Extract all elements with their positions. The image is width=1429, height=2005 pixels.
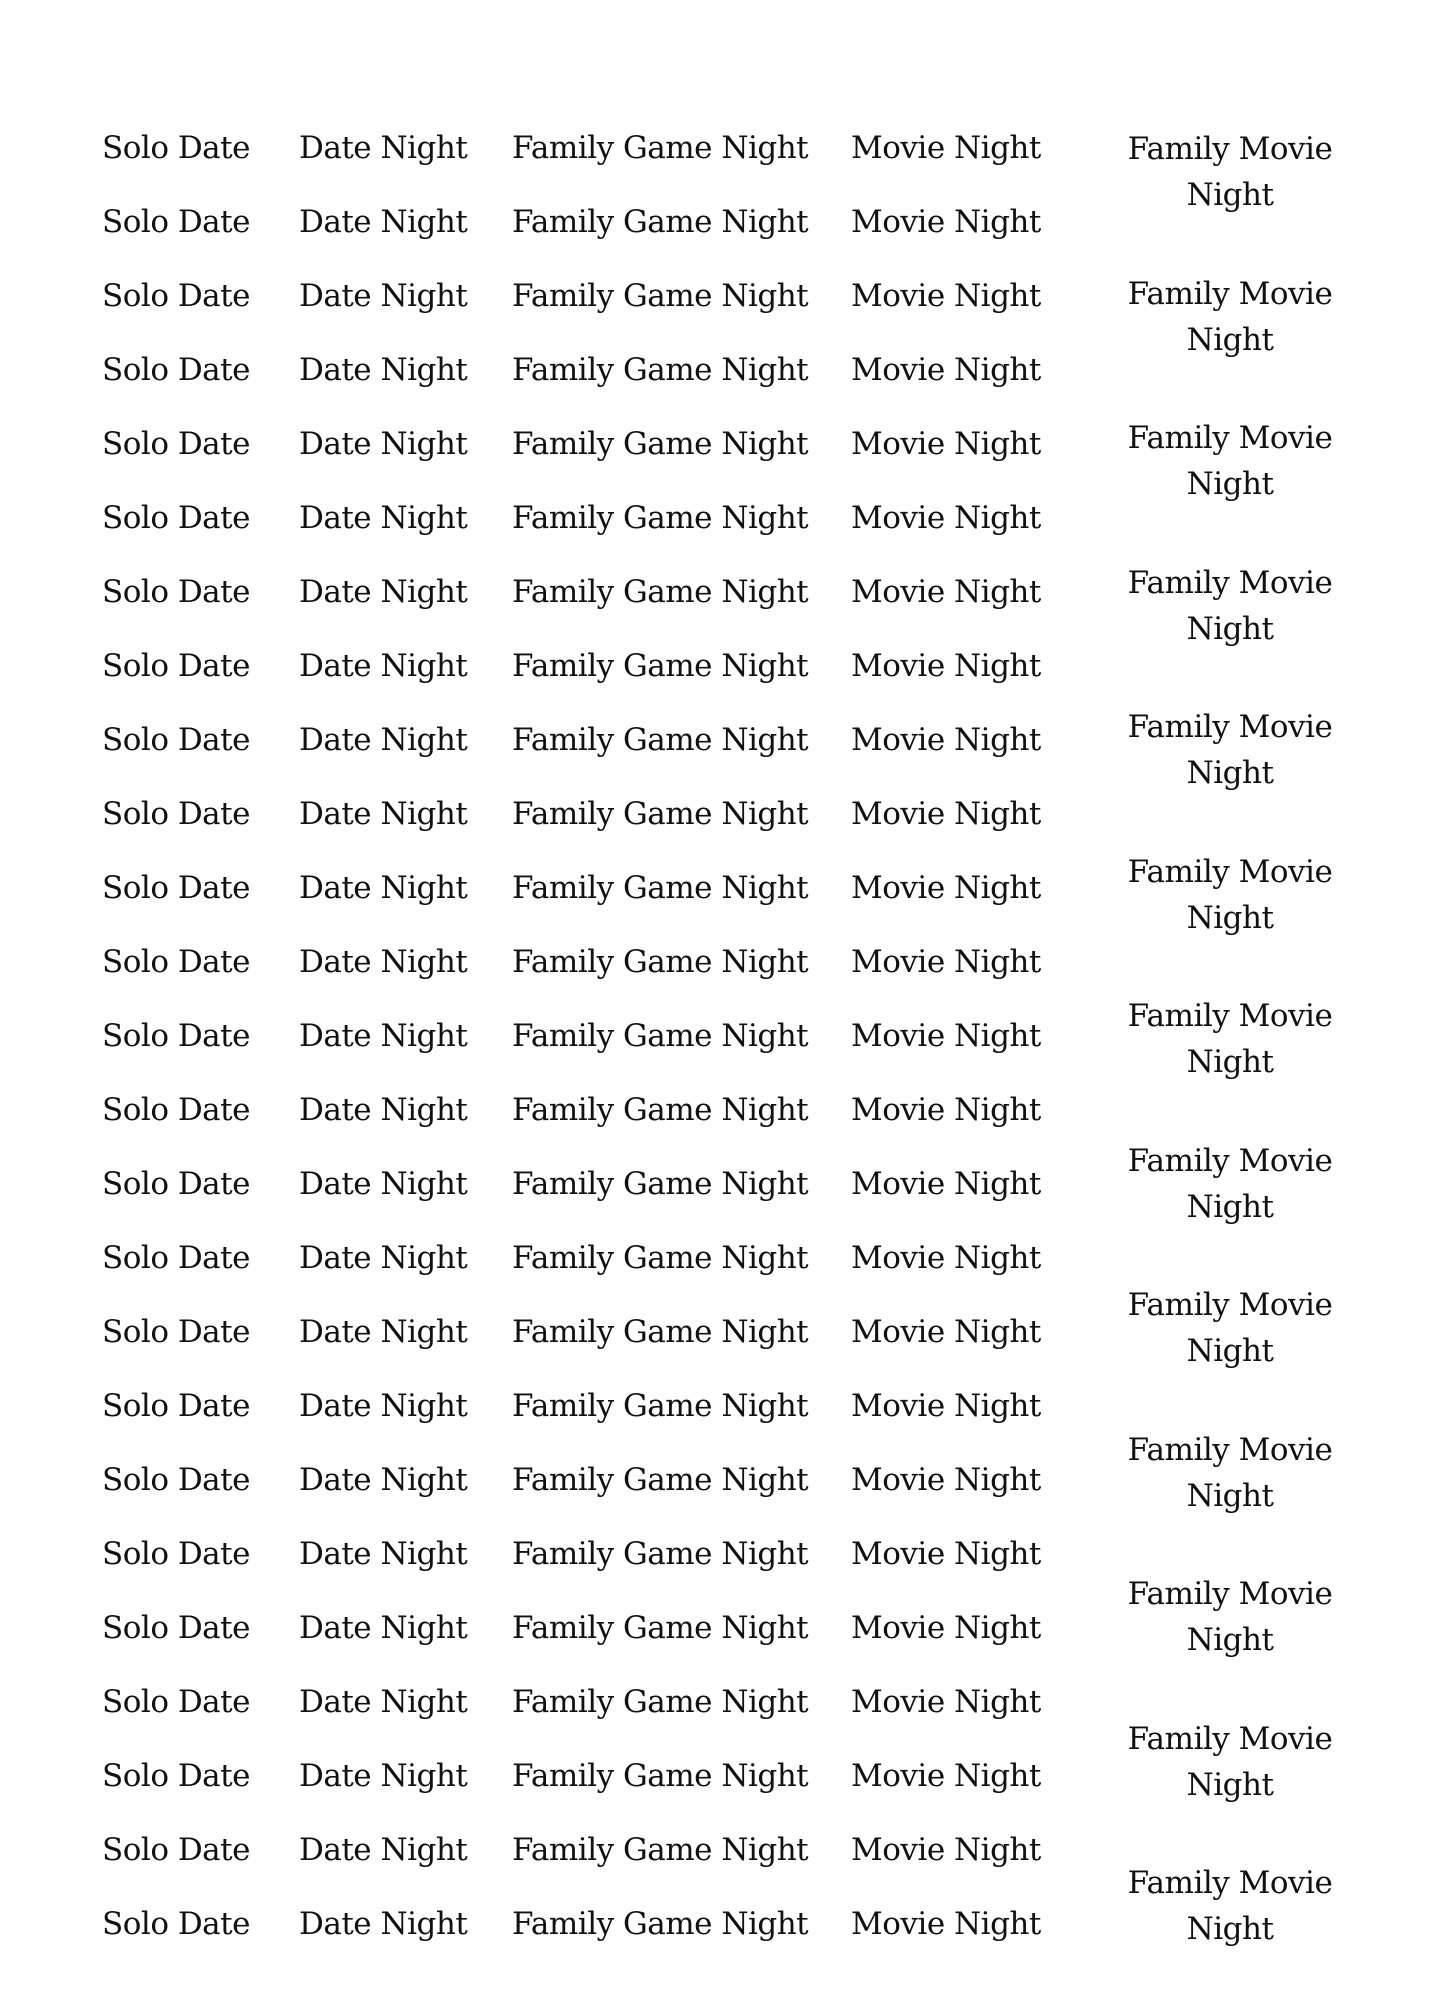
sticker-label: Date Night bbox=[299, 130, 468, 166]
sticker-label: Family Movie Night bbox=[1127, 1287, 1333, 1369]
sticker-label: Family Game Night bbox=[512, 574, 809, 610]
sticker-label: Family Game Night bbox=[512, 1832, 809, 1868]
sticker-label: Family Movie Night bbox=[1127, 853, 1333, 936]
sticker-label: Date Night bbox=[299, 1462, 468, 1498]
sticker-label: Movie Night bbox=[851, 870, 1041, 906]
sticker-label: Family Game Night bbox=[512, 1388, 809, 1424]
sticker-label: Family Game Night bbox=[512, 278, 809, 314]
sticker-label: Movie Night bbox=[851, 1166, 1041, 1202]
sticker-label: Movie Night bbox=[851, 1314, 1041, 1350]
sticker-label: Solo Date bbox=[102, 1314, 250, 1350]
sticker-label: Family Game Night bbox=[512, 1462, 809, 1498]
sticker-label: Date Night bbox=[299, 426, 468, 462]
sticker-label: Solo Date bbox=[102, 870, 250, 906]
sticker-label: Date Night bbox=[299, 1388, 468, 1424]
sticker-label: Date Night bbox=[299, 1758, 468, 1794]
sticker-label: Solo Date bbox=[102, 1092, 250, 1128]
sticker-label: Family Game Night bbox=[512, 426, 809, 462]
sticker-label: Solo Date bbox=[102, 352, 250, 388]
sticker-label: Family Game Night bbox=[512, 870, 809, 906]
sticker-label: Family Game Night bbox=[512, 500, 809, 536]
sticker-label: Solo Date bbox=[102, 130, 250, 166]
sticker-label: Family Movie Night bbox=[1127, 131, 1333, 213]
sticker-label: Family Movie Night bbox=[1127, 564, 1333, 647]
sticker-label: Family Game Night bbox=[512, 648, 809, 684]
sticker-label: Family Game Night bbox=[512, 1018, 809, 1054]
sticker-label: Date Night bbox=[299, 1906, 468, 1942]
sticker-label: Solo Date bbox=[102, 944, 250, 980]
sticker-label: Solo Date bbox=[102, 722, 250, 758]
sticker-label: Family Movie Night bbox=[1127, 1865, 1333, 1947]
sticker-label: Family Game Night bbox=[512, 352, 809, 388]
sticker-label: Movie Night bbox=[851, 130, 1041, 166]
sticker-label: Solo Date bbox=[102, 1018, 250, 1054]
sticker-label: Date Night bbox=[299, 1018, 468, 1054]
sticker-label: Family Game Night bbox=[512, 1906, 809, 1942]
sticker-label: Movie Night bbox=[851, 352, 1041, 388]
sticker-label: Movie Night bbox=[851, 1388, 1041, 1424]
sticker-label: Family Movie Night bbox=[1127, 1431, 1333, 1514]
sticker-label: Family Movie Night bbox=[1127, 275, 1333, 358]
sticker-label: Family Movie Night bbox=[1127, 1720, 1333, 1803]
sticker-label: Date Night bbox=[299, 1610, 468, 1646]
sticker-label: Date Night bbox=[299, 352, 468, 388]
sticker-label: Date Night bbox=[299, 1240, 468, 1276]
sticker-label: Date Night bbox=[299, 1536, 468, 1572]
sticker-label: Family Game Night bbox=[512, 722, 809, 758]
sticker-label: Solo Date bbox=[102, 574, 250, 610]
sticker-label: Movie Night bbox=[851, 278, 1041, 314]
sticker-label: Movie Night bbox=[851, 1536, 1041, 1572]
sticker-label: Movie Night bbox=[851, 1906, 1041, 1942]
sticker-label: Movie Night bbox=[851, 1462, 1041, 1498]
sticker-label: Date Night bbox=[299, 722, 468, 758]
sticker-label: Movie Night bbox=[851, 1610, 1041, 1646]
sticker-label: Movie Night bbox=[851, 1684, 1041, 1720]
sticker-label: Solo Date bbox=[102, 1536, 250, 1572]
sticker-label: Family Game Night bbox=[512, 130, 809, 166]
sticker-label: Family Game Night bbox=[512, 944, 809, 980]
sticker-label: Date Night bbox=[299, 648, 468, 684]
sticker-label: Solo Date bbox=[102, 1610, 250, 1646]
sticker-label: Solo Date bbox=[102, 1240, 250, 1276]
sticker-label: Family Game Night bbox=[512, 1684, 809, 1720]
sticker-label: Date Night bbox=[299, 1832, 468, 1868]
sticker-label: Solo Date bbox=[102, 796, 250, 832]
sticker-label: Date Night bbox=[299, 1314, 468, 1350]
sticker-label: Date Night bbox=[299, 796, 468, 832]
sticker-label: Date Night bbox=[299, 870, 468, 906]
sticker-label: Date Night bbox=[299, 278, 468, 314]
sticker-label: Date Night bbox=[299, 204, 468, 240]
sticker-label: Solo Date bbox=[102, 204, 250, 240]
sticker-label: Solo Date bbox=[102, 1462, 250, 1498]
sticker-label: Family Game Night bbox=[512, 1758, 809, 1794]
sticker-label: Family Game Night bbox=[512, 796, 809, 832]
sticker-label: Solo Date bbox=[102, 1166, 250, 1202]
sticker-label: Movie Night bbox=[851, 722, 1041, 758]
sticker-label: Movie Night bbox=[851, 204, 1041, 240]
sticker-label: Movie Night bbox=[851, 574, 1041, 610]
sticker-label: Family Movie Night bbox=[1127, 1142, 1333, 1225]
sticker-label: Movie Night bbox=[851, 1092, 1041, 1128]
family-movie-night-column bbox=[1110, 126, 1350, 2005]
sticker-label: Movie Night bbox=[851, 1832, 1041, 1868]
family-game-night-column bbox=[512, 118, 808, 1968]
sticker-label: Family Movie Night bbox=[1127, 1576, 1333, 1658]
sticker-label: Solo Date bbox=[102, 426, 250, 462]
sticker-label: Movie Night bbox=[851, 500, 1041, 536]
sticker-label: Family Game Night bbox=[512, 1610, 809, 1646]
sticker-label: Movie Night bbox=[851, 1018, 1041, 1054]
movie-night-column bbox=[851, 118, 1041, 1968]
sticker-label: Movie Night bbox=[851, 426, 1041, 462]
sticker-label: Solo Date bbox=[102, 1758, 250, 1794]
sticker-label: Family Game Night bbox=[512, 1092, 809, 1128]
sticker-label: Family Movie Night bbox=[1127, 420, 1333, 502]
sticker-label: Family Movie Night bbox=[1127, 998, 1333, 1080]
sticker-label: Family Movie Night bbox=[1127, 709, 1333, 791]
sticker-label: Date Night bbox=[299, 574, 468, 610]
sticker-label: Family Game Night bbox=[512, 1314, 809, 1350]
sticker-label: Family Game Night bbox=[512, 1536, 809, 1572]
sticker-label: Solo Date bbox=[102, 648, 250, 684]
sticker-label: Movie Night bbox=[851, 1240, 1041, 1276]
solo-date-column bbox=[102, 118, 250, 1968]
sticker-label: Date Night bbox=[299, 500, 468, 536]
sticker-label: Solo Date bbox=[102, 500, 250, 536]
sticker-label: Solo Date bbox=[102, 1906, 250, 1942]
sticker-label: Movie Night bbox=[851, 944, 1041, 980]
sticker-label: Date Night bbox=[299, 944, 468, 980]
sticker-label: Date Night bbox=[299, 1684, 468, 1720]
sticker-label: Solo Date bbox=[102, 278, 250, 314]
sticker-label: Solo Date bbox=[102, 1388, 250, 1424]
sticker-label: Family Game Night bbox=[512, 1166, 809, 1202]
sticker-label: Movie Night bbox=[851, 796, 1041, 832]
sticker-label: Date Night bbox=[299, 1092, 468, 1128]
sticker-label: Family Game Night bbox=[512, 204, 809, 240]
date-night-column bbox=[299, 118, 467, 1968]
sticker-label: Movie Night bbox=[851, 648, 1041, 684]
sticker-label: Solo Date bbox=[102, 1832, 250, 1868]
sticker-label: Family Game Night bbox=[512, 1240, 809, 1276]
sticker-label: Date Night bbox=[299, 1166, 468, 1202]
sticker-label: Movie Night bbox=[851, 1758, 1041, 1794]
sticker-label: Solo Date bbox=[102, 1684, 250, 1720]
